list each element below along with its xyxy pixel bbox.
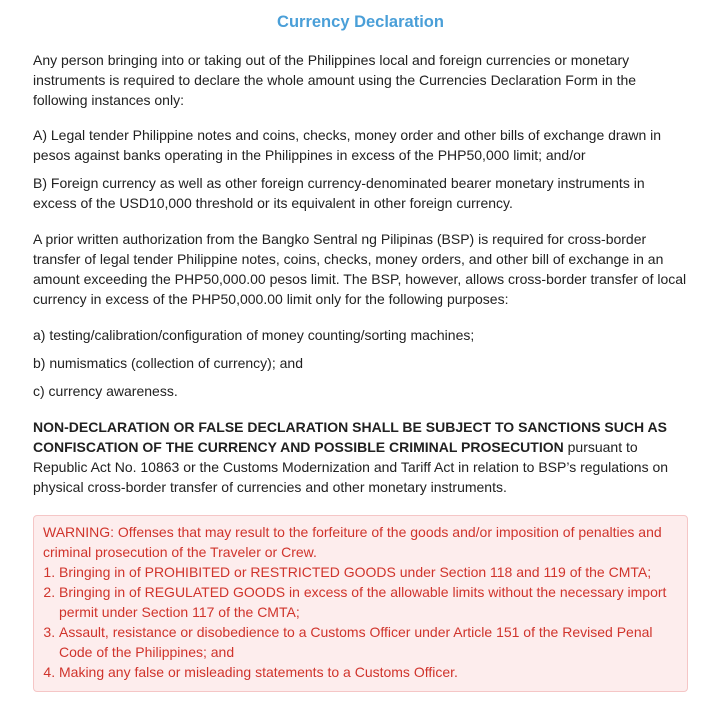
intro-paragraph: Any person bringing into or taking out of the Philippines local and foreign currencies or monetary instruments is required to declare the whole amount using the Currencies Declaration Form in the following instances only: <box>33 52 637 108</box>
page-title: Currency Declaration <box>277 13 444 31</box>
warning-item-2: 2. Bringing in of REGULATED GOODS in excess of the allowable limits without the necessary import permit under Section 117 of the CMTA; <box>59 582 677 622</box>
instance-b: B) Foreign currency as well as other foreign currency-denominated bearer monetary instruments in excess of the USD10,000 threshold or its equivalent in other foreign currency. <box>33 175 645 211</box>
purpose-c: c) currency awareness. <box>33 383 178 399</box>
warning-heading: WARNING: Offenses that may result to the forfeiture of the goods and/or imposition of penalties and criminal prosecution of the Traveler or Crew. <box>43 524 662 560</box>
sanction-paragraph <box>33 417 688 497</box>
sanction-rest-text: pursuant to Republic Act No. 10863 or the Customs Modernization and Tariff Act in relation to BSP’s regulations on physical cross-border transfer of currencies and other monetary instruments. <box>33 439 669 495</box>
warning-item-3: 3. Assault, resistance or disobedience to a Customs Officer under Article 151 of the Revised Penal Code of the Philippines; and <box>59 622 677 662</box>
warning-box <box>33 515 688 692</box>
warning-list <box>43 562 677 682</box>
purpose-b: b) numismatics (collection of currency); and <box>33 355 303 371</box>
bsp-paragraph: A prior written authorization from the Bangko Sentral ng Pilipinas (BSP) is required for cross-border transfer of legal tender Philippine notes, coins, checks, money orders, and other bill of exchange in an amount exceeding the PHP50,000.00 pesos limit. The BSP, however, allows cross-border transfer of local currency in excess of the PHP50,000.00 limit only for the following purposes: <box>33 231 687 307</box>
instance-a: A) Legal tender Philippine notes and coins, checks, money order and other bills of exchange drawn in pesos against banks operating in the Philippines in excess of the PHP50,000 limit; and/or <box>33 127 662 163</box>
warning-item-4: 4. Making any false or misleading statements to a Customs Officer. <box>59 662 677 682</box>
purpose-a: a) testing/calibration/configuration of money counting/sorting machines; <box>33 327 475 343</box>
sanction-bold-text: NON-DECLARATION OR FALSE DECLARATION SHALL BE SUBJECT TO SANCTIONS SUCH AS CONFISCATION OF THE CURRENCY AND POSSIBLE CRIMINAL PROSECUTION <box>33 419 667 455</box>
warning-item-1: 1. Bringing in of PROHIBITED or RESTRICTED GOODS under Section 118 and 119 of the CMTA; <box>59 562 677 582</box>
